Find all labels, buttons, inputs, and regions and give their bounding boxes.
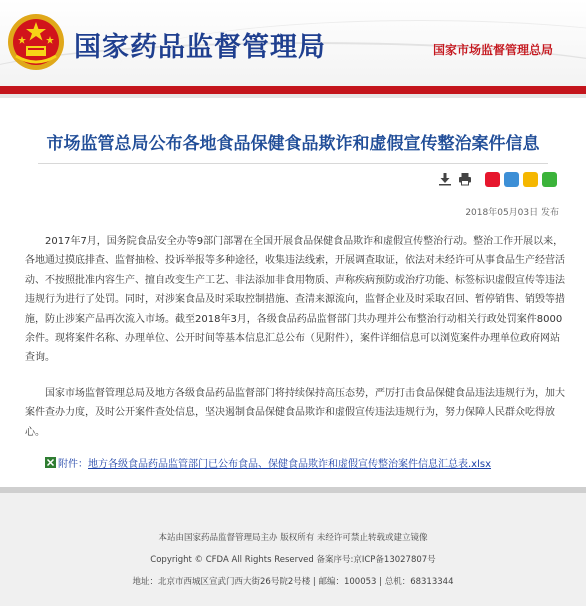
attachment-label: 附件： <box>58 459 88 470</box>
qzone-share-icon[interactable] <box>523 172 538 187</box>
qq-share-icon[interactable] <box>504 172 519 187</box>
attachment-link[interactable]: 地方各级食品药品监管部门已公布食品、保健食品欺诈和虚假宣传整治案件信息汇总表.xlsx <box>88 459 492 470</box>
publish-date: 2018年05月03日 发布 <box>465 208 559 218</box>
site-title: 国家药品监督管理局 <box>74 32 326 63</box>
paragraph-text: 2017年7月，国务院食品安全办等9部门部署在全国开展食品保健食品欺诈和虚假宣传整治行动。整治工作开展以来，各地通过摸底排查、监督抽检、投诉举报等多种途径，收集违法线索，开展调查取证，依法对未经许可从事食品生产经营活动、不按照批准内容生产、擅自改变生产工艺、非法添加非食用物质、声称疾病预防或治疗功能、标签标识虚假宣传等违法违规行为进行了处罚。同时，对涉案食品及时采取控制措施、查清来源流向，监督企业及时采取召回、暂停销售、销毁等措施，防止涉案产品再次流入市场。截至2018年3月，各级食品药品监督部门共办理并公布整治行动相关行政处罚案件8000余件。现将案件名称、办理单位、公开时间等基本信息汇总公布（见附件），案件详细信息可以浏览案件办理单位政府网站查询。 <box>25 236 565 364</box>
footer-copyright-notice: 本站由国家药品监督管理局主办 版权所有 未经许可禁止转载或建立镜像 <box>158 533 428 543</box>
print-icon[interactable] <box>458 172 472 186</box>
article-paragraph <box>25 232 565 368</box>
samr-badge: 国家市场监督管理总局 <box>433 43 554 57</box>
weibo-share-icon[interactable] <box>485 172 500 187</box>
article-title: 市场监管总局公布各地食品保健食品欺诈和虚假宣传整治案件信息 <box>46 134 540 154</box>
article-paragraph <box>25 384 565 442</box>
download-icon[interactable] <box>438 172 452 186</box>
site-header <box>0 0 586 86</box>
national-emblem-icon <box>6 12 66 72</box>
header-divider <box>0 94 586 98</box>
excel-file-icon <box>45 457 56 468</box>
wechat-share-icon[interactable] <box>542 172 557 187</box>
footer-address: 地址：北京市西城区宣武门西大街26号院2号楼 | 邮编：100053 | 总机：68313344 <box>132 577 454 587</box>
title-divider <box>38 163 548 164</box>
paragraph-text: 国家市场监督管理总局及地方各级食品药品监督部门将持续保持高压态势，严厉打击食品保健食品违法违规行为，加大案件查办力度，及时公开案件查处信息，坚决遏制食品保健食品欺诈和虚假宣传违法违规行为，努力保障人民群众吃得放心。 <box>25 388 565 438</box>
footer-icp: Copyright © CFDA All Rights Reserved 备案序号:京ICP备13027807号 <box>150 555 436 565</box>
attachment-row <box>45 455 491 470</box>
site-footer <box>0 493 586 606</box>
header-red-bar <box>0 86 586 94</box>
